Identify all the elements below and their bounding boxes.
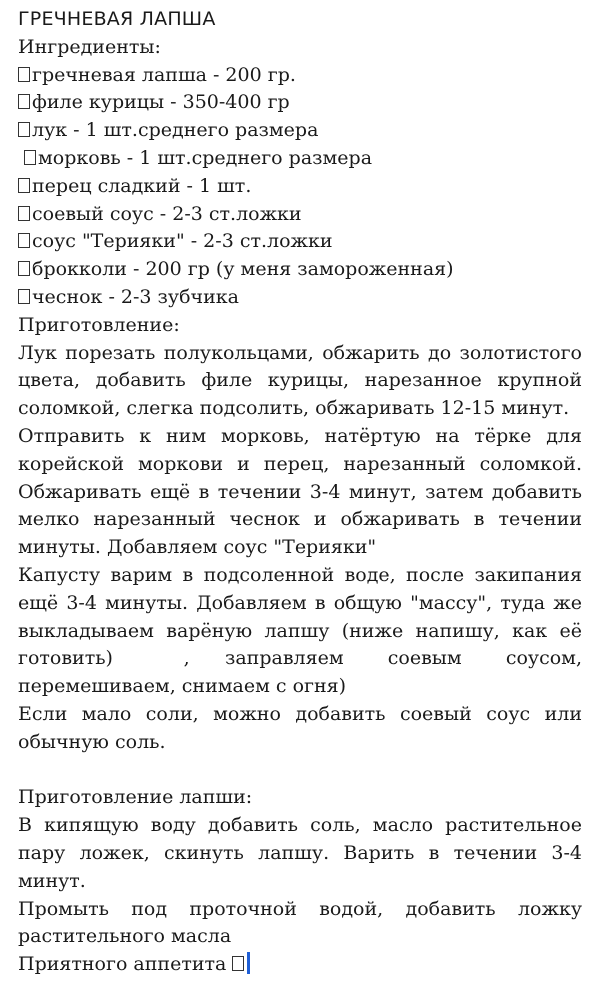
- closing-text: Приятного аппетита: [18, 953, 227, 976]
- ingredient-item: лук - 1 шт.среднего размера: [18, 117, 582, 145]
- ingredient-item: перец сладкий - 1 шт.: [18, 173, 582, 201]
- blank-line: [18, 757, 582, 785]
- checkbox-icon: [18, 261, 30, 276]
- ingredients-heading: Ингредиенты:: [18, 35, 161, 58]
- ingredient-item: соус "Терияки" - 2-3 ст.ложки: [18, 228, 582, 256]
- text-cursor: [247, 952, 250, 974]
- ingredient-item: чеснок - 2-3 зубчика: [18, 284, 582, 312]
- preparation-paragraph: Лук порезать полукольцами, обжарить до золотистого цвета, добавить филе курицы, нарезанное крупной соломкой, слегка подсолить, обжаривать 12-15 минут.: [18, 341, 582, 420]
- recipe-document[interactable]: [18, 6, 589, 979]
- checkbox-icon: [24, 150, 36, 165]
- checkbox-icon: [18, 178, 30, 193]
- checkbox-icon: [18, 289, 30, 304]
- recipe-title: ГРЕЧНЕВАЯ ЛАПША: [18, 8, 216, 30]
- preparation-paragraph: Если мало соли, можно добавить соевый соус или обычную соль.: [18, 702, 582, 753]
- noodles-heading: Приготовление лапши:: [18, 786, 253, 809]
- closing-line: [18, 951, 582, 979]
- checkbox-icon: [18, 94, 30, 109]
- checkbox-icon: [18, 67, 30, 82]
- noodles-paragraph: В кипящую воду добавить соль, масло растительное пару ложек, скинуть лапшу. Варить в течении 3-4 минут.: [18, 814, 582, 892]
- ingredient-item: морковь - 1 шт.среднего размера: [18, 145, 582, 173]
- ingredient-item: филе курицы - 350-400 гр: [18, 89, 582, 117]
- checkbox-icon: [232, 956, 244, 971]
- checkbox-icon: [18, 122, 30, 137]
- noodles-paragraph: Промыть под проточной водой, добавить ложку растительного масла: [18, 897, 582, 948]
- preparation-paragraph: Капусту варим в подсоленной воде, после закипания ещё 3-4 минуты. Добавляем в общую "массу", туда же выкладываем варёную лапшу (ниже напишу, как её готовить) , заправляем соевым соусом, перемешиваем, снимаем с огня): [18, 563, 589, 698]
- preparation-paragraph: Отправить к ним морковь, натёртую на тёрке для корейской моркови и перец, нарезанный соломкой. Обжаривать ещё в течении 3-4 минут, затем добавить мелко нарезанный чеснок и обжаривать в течении минуты. Добавляем соус "Терияки": [18, 424, 582, 559]
- preparation-heading: Приготовление:: [18, 313, 180, 336]
- ingredient-item: брокколи - 200 гр (у меня замороженная): [18, 256, 582, 284]
- checkbox-icon: [18, 233, 30, 248]
- ingredient-item: соевый соус - 2-3 ст.ложки: [18, 201, 582, 229]
- ingredient-item: гречневая лапша - 200 гр.: [18, 62, 582, 90]
- checkbox-icon: [18, 206, 30, 221]
